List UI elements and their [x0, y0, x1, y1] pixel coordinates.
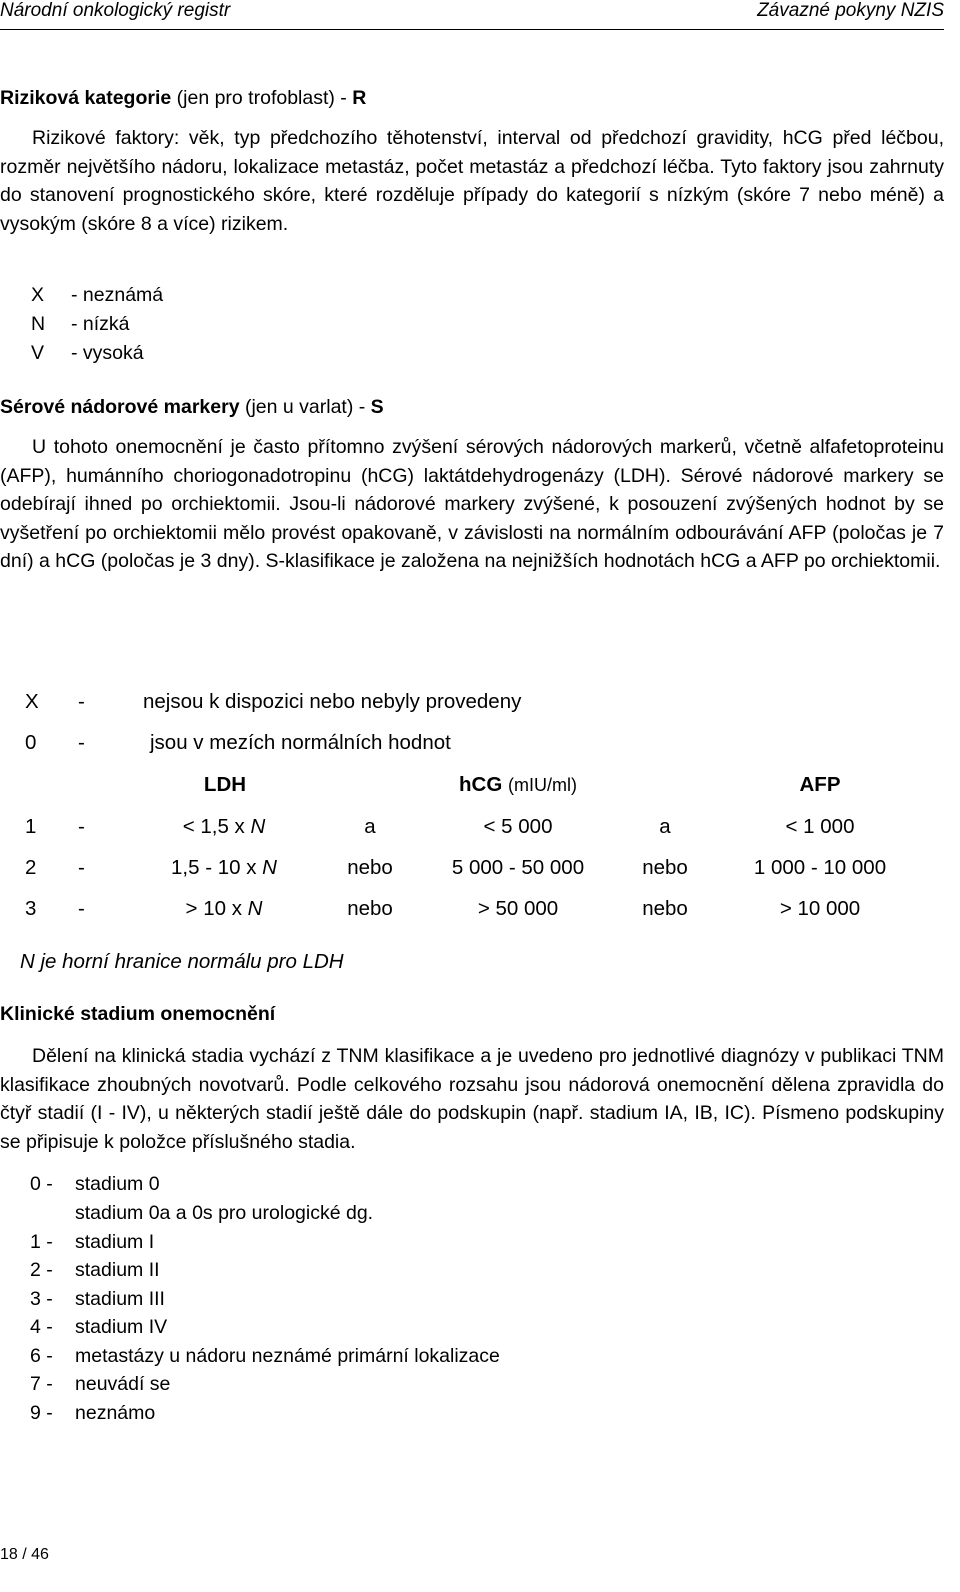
- stage-item: 6 - metastázy u nádoru neznámé primární lokalizace: [30, 1345, 500, 1367]
- table-row-0-code: 0: [25, 731, 37, 754]
- header-divider: [0, 29, 944, 30]
- table-row-1-conj1: a: [364, 815, 376, 838]
- table-row-3-conj1: nebo: [347, 897, 393, 920]
- table-row-3-ldh: > 10 x N: [185, 897, 263, 920]
- serum-heading: [0, 396, 384, 419]
- risk-code-v: V - vysoká: [31, 342, 144, 364]
- table-row-2-conj2: nebo: [642, 856, 688, 879]
- table-row-3-dash: -: [78, 897, 85, 920]
- serum-heading-normal: (jen u varlat) -: [239, 396, 371, 418]
- stage-item: 9 - neznámo: [30, 1402, 156, 1424]
- risk-code-x: X - neznámá: [31, 284, 164, 306]
- table-row-2-conj1: nebo: [347, 856, 393, 879]
- col-header-afp: AFP: [799, 773, 841, 796]
- stage-item: 4 - stadium IV: [30, 1316, 168, 1338]
- table-row-x-dash: -: [78, 690, 85, 713]
- stage-item: stadium 0a a 0s pro urologické dg.: [75, 1202, 374, 1224]
- risk-code-n: N - nízká: [31, 313, 130, 335]
- stage-item: 1 - stadium I: [30, 1231, 155, 1253]
- table-row-0-text: jsou v mezích normálních hodnot: [150, 731, 451, 754]
- col-header-hcg: hCG (mIU/ml): [459, 773, 577, 796]
- table-note: N je horní hranice normálu pro LDH: [20, 950, 344, 973]
- table-row-3-afp: > 10 000: [779, 897, 861, 920]
- table-row-1-code: 1: [25, 815, 37, 838]
- clinical-paragraph: Dělení na klinická stadia vychází z TNM klasifikace a je uvedeno pro jednotlivé diagnózy v publikaci TNM klasifikace zhoubných novotvarů. Podle celkového rozsahu jsou nádorová onemocnění dělena zpravidla do čtyř stadií (I - IV), u některých stadií ještě dále do podskupin (např. stadium IA, IB, IC). Písmeno podskupiny se připisuje k položce příslušného stadia.: [0, 1045, 944, 1153]
- stage-item: 0 - stadium 0: [30, 1173, 160, 1195]
- table-row-1-dash: -: [78, 815, 85, 838]
- table-row-2-dash: -: [78, 856, 85, 879]
- serum-heading-bold: Sérové nádorové markery: [0, 396, 240, 418]
- table-row-1-conj2: a: [659, 815, 671, 838]
- table-row-1-hcg: < 5 000: [483, 815, 553, 838]
- table-row-x-code: X: [25, 690, 39, 713]
- table-row-3-code: 3: [25, 897, 37, 920]
- page-number: 18 / 46: [0, 1546, 49, 1563]
- table-row-2-code: 2: [25, 856, 37, 879]
- risk-heading-code: R: [352, 87, 367, 109]
- risk-heading: [0, 87, 366, 110]
- stage-item: 3 - stadium III: [30, 1288, 165, 1310]
- table-row-3-conj2: nebo: [642, 897, 688, 920]
- risk-heading-bold: Riziková kategorie: [0, 87, 172, 109]
- header-left: Národní onkologický registr: [0, 0, 231, 21]
- header-right: Závazné pokyny NZIS: [757, 0, 944, 21]
- table-row-1-afp: < 1 000: [785, 815, 855, 838]
- serum-heading-code: S: [370, 396, 384, 418]
- table-row-2-hcg: 5 000 - 50 000: [451, 856, 585, 879]
- risk-paragraph: Rizikové faktory: věk, typ předchozího těhotenství, interval od předchozí gravidity, hCG před léčbou, rozměr největšího nádoru, lokalizace metastáz, počet metastáz a předchozí léčba. Tyto faktory jsou zahrnuty do stanovení prognostického skóre, které rozděluje případy do kategorií s nízkým (skóre 7 nebo méně) a vysokým (skóre 8 a více) rizikem.: [0, 127, 944, 235]
- col-header-ldh: LDH: [203, 773, 247, 796]
- table-row-3-hcg: > 50 000: [477, 897, 559, 920]
- page-header: [0, 0, 944, 22]
- table-row-x-text: nejsou k dispozici nebo nebyly provedeny: [143, 690, 522, 713]
- serum-paragraph: U tohoto onemocnění je často přítomno zvýšení sérových nádorových markerů, včetně alfafetoproteinu (AFP), humánního choriogonadotropinu (hCG) laktátdehydrogenázy (LDH). Sérové nádorové markery se odebírají ihned po orchiektomii. Jsou-li nádorové markery zvýšené, k posouzení zvýšených hodnot by se vyšetření po orchiektomii mělo provést opakovaně, v závislosti na normálním odbourávání AFP (poločas je 7 dní) a hCG (poločas je 3 dny). S-klasifikace je založena na nejnižších hodnotách hCG a AFP po orchiektomii.: [0, 436, 944, 573]
- table-row-2-ldh: 1,5 - 10 x N: [171, 856, 277, 879]
- risk-heading-normal: (jen pro trofoblast) -: [171, 87, 353, 109]
- stage-item: 2 - stadium II: [30, 1259, 160, 1281]
- clinical-heading: Klinické stadium onemocnění: [0, 1003, 276, 1025]
- table-row-0-dash: -: [78, 731, 85, 754]
- table-row-2-afp: 1 000 - 10 000: [753, 856, 887, 879]
- table-row-1-ldh: < 1,5 x N: [182, 815, 266, 838]
- stage-item: 7 - neuvádí se: [30, 1373, 171, 1395]
